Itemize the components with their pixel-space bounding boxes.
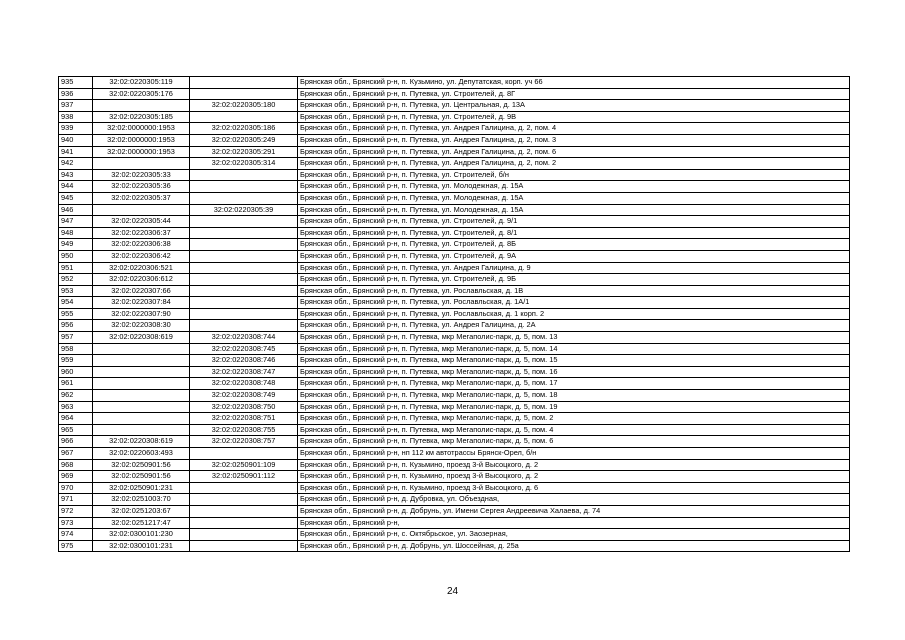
address-cell: Брянская обл., Брянский р-н, п. Путевка, ул. Строителей, д. 9В [298, 111, 850, 123]
address-cell: Брянская обл., Брянский р-н, п. Путевка, ул. Андрея Галицина, д. 2, пом. 3 [298, 134, 850, 146]
table-row [59, 111, 850, 123]
related-cadastral-number-cell [190, 540, 298, 552]
cadastral-number-cell [93, 355, 190, 367]
cadastral-number-cell: 32:02:0300101:231 [93, 540, 190, 552]
address-cell: Брянская обл., Брянский р-н, д. Дубровка, ул. Объездная, [298, 494, 850, 506]
table-row [59, 216, 850, 228]
row-number-cell: 954 [59, 297, 93, 309]
row-number-cell: 970 [59, 482, 93, 494]
row-number-cell: 974 [59, 529, 93, 541]
related-cadastral-number-cell: 32:02:0220305:39 [190, 204, 298, 216]
table-row [59, 158, 850, 170]
row-number-cell: 939 [59, 123, 93, 135]
cadastral-number-cell: 32:02:0220306:37 [93, 227, 190, 239]
table-row [59, 297, 850, 309]
row-number-cell: 961 [59, 378, 93, 390]
address-cell: Брянская обл., Брянский р-н, п. Путевка, ул. Молодежная, д. 15А [298, 204, 850, 216]
address-cell: Брянская обл., Брянский р-н, п. Путевка, ул. Строителей, д. 9/1 [298, 216, 850, 228]
table-row [59, 482, 850, 494]
address-cell: Брянская обл., Брянский р-н, п. Путевка, ул. Центральная, д. 13А [298, 100, 850, 112]
related-cadastral-number-cell: 32:02:0220308:747 [190, 366, 298, 378]
row-number-cell: 966 [59, 436, 93, 448]
table-row [59, 424, 850, 436]
address-cell: Брянская обл., Брянский р-н, п. Путевка, ул. Молодежная, д. 15А [298, 181, 850, 193]
table-row [59, 332, 850, 344]
related-cadastral-number-cell [190, 494, 298, 506]
cadastral-number-cell: 32:02:0220305:33 [93, 169, 190, 181]
table-row [59, 540, 850, 552]
row-number-cell: 950 [59, 250, 93, 262]
cadastral-number-cell [93, 100, 190, 112]
cadastral-number-cell: 32:02:0250901:56 [93, 471, 190, 483]
related-cadastral-number-cell: 32:02:0220308:749 [190, 390, 298, 402]
table-row [59, 204, 850, 216]
related-cadastral-number-cell [190, 262, 298, 274]
row-number-cell: 963 [59, 401, 93, 413]
row-number-cell: 973 [59, 517, 93, 529]
related-cadastral-number-cell [190, 111, 298, 123]
row-number-cell: 975 [59, 540, 93, 552]
related-cadastral-number-cell [190, 529, 298, 541]
cadastral-number-cell: 32:02:0220308:619 [93, 436, 190, 448]
related-cadastral-number-cell: 32:02:0220308:745 [190, 343, 298, 355]
related-cadastral-number-cell: 32:02:0220308:751 [190, 413, 298, 425]
address-cell: Брянская обл., Брянский р-н, п. Путевка, мкр Мегаполис-парк, д. 5, пом. 2 [298, 413, 850, 425]
address-cell: Брянская обл., Брянский р-н, п. Кузьмино, проезд 3-й Высоцкого, д. 2 [298, 459, 850, 471]
address-cell: Брянская обл., Брянский р-н, п. Путевка, мкр Мегаполис-парк, д. 5, пом. 13 [298, 332, 850, 344]
page-number: 24 [446, 586, 459, 597]
cadastral-number-cell: 32:02:0220306:612 [93, 274, 190, 286]
related-cadastral-number-cell [190, 250, 298, 262]
row-number-cell: 942 [59, 158, 93, 170]
related-cadastral-number-cell [190, 227, 298, 239]
related-cadastral-number-cell [190, 192, 298, 204]
cadastral-number-cell: 32:02:0220305:176 [93, 88, 190, 100]
address-cell: Брянская обл., Брянский р-н, п. Кузьмино, проезд 3-й Высоцкого, д. 2 [298, 471, 850, 483]
address-cell: Брянская обл., Брянский р-н, нп 112 км автотрассы Брянск-Орел, б/н [298, 448, 850, 460]
table-row [59, 88, 850, 100]
related-cadastral-number-cell [190, 285, 298, 297]
cadastral-number-cell: 32:02:0220305:119 [93, 77, 190, 89]
table-row [59, 77, 850, 89]
related-cadastral-number-cell [190, 216, 298, 228]
row-number-cell: 941 [59, 146, 93, 158]
related-cadastral-number-cell [190, 517, 298, 529]
cadastral-number-cell: 32:02:0250901:56 [93, 459, 190, 471]
address-cell: Брянская обл., Брянский р-н, д. Добрунь, ул. Имени Сергея Андреевича Халаева, д. 74 [298, 505, 850, 517]
table-row [59, 285, 850, 297]
address-cell: Брянская обл., Брянский р-н, п. Путевка, ул. Строителей, д. 8/1 [298, 227, 850, 239]
address-cell: Брянская обл., Брянский р-н, п. Путевка, мкр Мегаполис-парк, д. 5, пом. 16 [298, 366, 850, 378]
address-cell: Брянская обл., Брянский р-н, п. Путевка, мкр Мегаполис-парк, д. 5, пом. 19 [298, 401, 850, 413]
table-row [59, 517, 850, 529]
cadastral-number-cell: 32:02:0220307:90 [93, 308, 190, 320]
address-cell: Брянская обл., Брянский р-н, п. Путевка, ул. Андрея Галицина, д. 2А [298, 320, 850, 332]
address-cell: Брянская обл., Брянский р-н, п. Путевка, ул. Строителей, д. 9А [298, 250, 850, 262]
address-cell: Брянская обл., Брянский р-н, п. Путевка, мкр Мегаполис-парк, д. 5, пом. 4 [298, 424, 850, 436]
related-cadastral-number-cell [190, 88, 298, 100]
cadastral-number-cell: 32:02:0000000:1953 [93, 134, 190, 146]
row-number-cell: 938 [59, 111, 93, 123]
address-cell: Брянская обл., Брянский р-н, п. Путевка, мкр Мегаполис-парк, д. 5, пом. 6 [298, 436, 850, 448]
cadastral-number-cell: 32:02:0220305:44 [93, 216, 190, 228]
row-number-cell: 967 [59, 448, 93, 460]
address-cell: Брянская обл., Брянский р-н, п. Путевка, ул. Рославльская, д. 1 корп. 2 [298, 308, 850, 320]
table-row [59, 459, 850, 471]
cadastral-number-cell: 32:02:0220308:30 [93, 320, 190, 332]
table-row [59, 320, 850, 332]
table-row [59, 355, 850, 367]
row-number-cell: 951 [59, 262, 93, 274]
related-cadastral-number-cell: 32:02:0220308:748 [190, 378, 298, 390]
table-row [59, 100, 850, 112]
cadastral-number-cell [93, 424, 190, 436]
table-row [59, 448, 850, 460]
related-cadastral-number-cell [190, 77, 298, 89]
cadastral-number-cell: 32:02:0250901:231 [93, 482, 190, 494]
table-row [59, 401, 850, 413]
cadastral-number-cell [93, 343, 190, 355]
row-number-cell: 956 [59, 320, 93, 332]
table-row [59, 413, 850, 425]
row-number-cell: 960 [59, 366, 93, 378]
address-cell: Брянская обл., Брянский р-н, п. Путевка, ул. Строителей, д. 9Б [298, 274, 850, 286]
table-row [59, 529, 850, 541]
cadastral-number-cell: 32:02:0220307:84 [93, 297, 190, 309]
related-cadastral-number-cell: 32:02:0220308:755 [190, 424, 298, 436]
related-cadastral-number-cell [190, 505, 298, 517]
table-row [59, 134, 850, 146]
cadastral-number-cell: 32:02:0220305:36 [93, 181, 190, 193]
related-cadastral-number-cell [190, 308, 298, 320]
cadastral-number-cell: 32:02:0000000:1953 [93, 146, 190, 158]
row-number-cell: 947 [59, 216, 93, 228]
table-row [59, 378, 850, 390]
row-number-cell: 971 [59, 494, 93, 506]
address-cell: Брянская обл., Брянский р-н, п. Путевка, ул. Строителей, д. 8Г [298, 88, 850, 100]
row-number-cell: 959 [59, 355, 93, 367]
related-cadastral-number-cell [190, 169, 298, 181]
table-row [59, 505, 850, 517]
address-cell: Брянская обл., Брянский р-н, п. Путевка, мкр Мегаполис-парк, д. 5, пом. 18 [298, 390, 850, 402]
related-cadastral-number-cell: 32:02:0220308:757 [190, 436, 298, 448]
address-cell: Брянская обл., Брянский р-н, п. Кузьмино, проезд 3-й Высоцкого, д. 6 [298, 482, 850, 494]
related-cadastral-number-cell [190, 297, 298, 309]
address-cell: Брянская обл., Брянский р-н, п. Путевка, ул. Рославльская, д. 1А/1 [298, 297, 850, 309]
address-cell: Брянская обл., Брянский р-н, п. Путевка, ул. Андрея Галицина, д. 2, пом. 6 [298, 146, 850, 158]
related-cadastral-number-cell: 32:02:0220305:249 [190, 134, 298, 146]
table-row [59, 146, 850, 158]
related-cadastral-number-cell [190, 448, 298, 460]
cadastral-number-cell [93, 401, 190, 413]
address-cell: Брянская обл., Брянский р-н, п. Путевка, ул. Андрея Галицина, д. 2, пом. 4 [298, 123, 850, 135]
table-row [59, 181, 850, 193]
table-row [59, 436, 850, 448]
table-row [59, 366, 850, 378]
table-row [59, 239, 850, 251]
cadastral-number-cell: 32:02:0300101:230 [93, 529, 190, 541]
table-row [59, 343, 850, 355]
related-cadastral-number-cell: 32:02:0250901:109 [190, 459, 298, 471]
cadastral-number-cell [93, 390, 190, 402]
row-number-cell: 968 [59, 459, 93, 471]
cadastral-number-cell: 32:02:0220307:66 [93, 285, 190, 297]
table-row [59, 262, 850, 274]
row-number-cell: 935 [59, 77, 93, 89]
row-number-cell: 955 [59, 308, 93, 320]
row-number-cell: 945 [59, 192, 93, 204]
row-number-cell: 940 [59, 134, 93, 146]
row-number-cell: 949 [59, 239, 93, 251]
row-number-cell: 937 [59, 100, 93, 112]
table-row [59, 274, 850, 286]
related-cadastral-number-cell: 32:02:0220305:180 [190, 100, 298, 112]
table-row [59, 123, 850, 135]
address-cell: Брянская обл., Брянский р-н, п. Путевка, мкр Мегаполис-парк, д. 5, пом. 15 [298, 355, 850, 367]
related-cadastral-number-cell: 32:02:0220308:744 [190, 332, 298, 344]
table-row [59, 250, 850, 262]
address-cell: Брянская обл., Брянский р-н, п. Путевка, мкр Мегаполис-парк, д. 5, пом. 17 [298, 378, 850, 390]
related-cadastral-number-cell [190, 239, 298, 251]
table-row [59, 308, 850, 320]
table-row [59, 471, 850, 483]
related-cadastral-number-cell: 32:02:0220305:291 [190, 146, 298, 158]
address-cell: Брянская обл., Брянский р-н, п. Путевка, ул. Андрея Галицина, д. 2, пом. 2 [298, 158, 850, 170]
row-number-cell: 936 [59, 88, 93, 100]
address-cell: Брянская обл., Брянский р-н, п. Путевка, ул. Молодежная, д. 15А [298, 192, 850, 204]
address-cell: Брянская обл., Брянский р-н, п. Путевка, ул. Андрея Галицина, д. 9 [298, 262, 850, 274]
cadastral-number-cell: 32:02:0220306:521 [93, 262, 190, 274]
table-row [59, 169, 850, 181]
address-cell: Брянская обл., Брянский р-н, п. Путевка, мкр Мегаполис-парк, д. 5, пом. 14 [298, 343, 850, 355]
cadastral-number-cell: 32:02:0220306:42 [93, 250, 190, 262]
address-cell: Брянская обл., Брянский р-н, п. Путевка, ул. Строителей, б/н [298, 169, 850, 181]
related-cadastral-number-cell: 32:02:0220308:746 [190, 355, 298, 367]
cadastral-number-cell: 32:02:0220308:619 [93, 332, 190, 344]
row-number-cell: 952 [59, 274, 93, 286]
cadastral-number-cell: 32:02:0251003:70 [93, 494, 190, 506]
address-cell: Брянская обл., Брянский р-н, [298, 517, 850, 529]
cadastral-number-cell [93, 378, 190, 390]
row-number-cell: 943 [59, 169, 93, 181]
address-cell: Брянская обл., Брянский р-н, п. Путевка, ул. Строителей, д. 8Б [298, 239, 850, 251]
address-cell: Брянская обл., Брянский р-н, п. Путевка, ул. Рославльская, д. 1В [298, 285, 850, 297]
address-cell: Брянская обл., Брянский р-н, п. Кузьмино, ул. Депутатская, корп. уч 66 [298, 77, 850, 89]
row-number-cell: 965 [59, 424, 93, 436]
cadastral-number-cell [93, 413, 190, 425]
cadastral-number-cell: 32:02:0220603:493 [93, 448, 190, 460]
row-number-cell: 957 [59, 332, 93, 344]
related-cadastral-number-cell [190, 181, 298, 193]
cadastral-number-cell [93, 158, 190, 170]
registry-table [58, 76, 850, 552]
cadastral-number-cell [93, 204, 190, 216]
address-cell: Брянская обл., Брянский р-н, с. Октябрьское, ул. Заозерная, [298, 529, 850, 541]
cadastral-number-cell: 32:02:0220306:38 [93, 239, 190, 251]
table-row [59, 494, 850, 506]
table-row [59, 192, 850, 204]
cadastral-number-cell: 32:02:0220305:37 [93, 192, 190, 204]
row-number-cell: 969 [59, 471, 93, 483]
related-cadastral-number-cell: 32:02:0220305:314 [190, 158, 298, 170]
row-number-cell: 972 [59, 505, 93, 517]
table-row [59, 227, 850, 239]
cadastral-number-cell: 32:02:0220305:185 [93, 111, 190, 123]
cadastral-number-cell [93, 366, 190, 378]
cadastral-number-cell: 32:02:0251217:47 [93, 517, 190, 529]
row-number-cell: 964 [59, 413, 93, 425]
row-number-cell: 946 [59, 204, 93, 216]
row-number-cell: 958 [59, 343, 93, 355]
related-cadastral-number-cell [190, 482, 298, 494]
related-cadastral-number-cell: 32:02:0220308:750 [190, 401, 298, 413]
related-cadastral-number-cell [190, 320, 298, 332]
related-cadastral-number-cell: 32:02:0250901:112 [190, 471, 298, 483]
related-cadastral-number-cell [190, 274, 298, 286]
cadastral-number-cell: 32:02:0000000:1953 [93, 123, 190, 135]
row-number-cell: 962 [59, 390, 93, 402]
registry-table-body [59, 77, 850, 552]
row-number-cell: 944 [59, 181, 93, 193]
related-cadastral-number-cell: 32:02:0220305:186 [190, 123, 298, 135]
table-row [59, 390, 850, 402]
cadastral-number-cell: 32:02:0251203:67 [93, 505, 190, 517]
row-number-cell: 953 [59, 285, 93, 297]
address-cell: Брянская обл., Брянский р-н, д. Добрунь, ул. Шоссейная, д. 25а [298, 540, 850, 552]
row-number-cell: 948 [59, 227, 93, 239]
